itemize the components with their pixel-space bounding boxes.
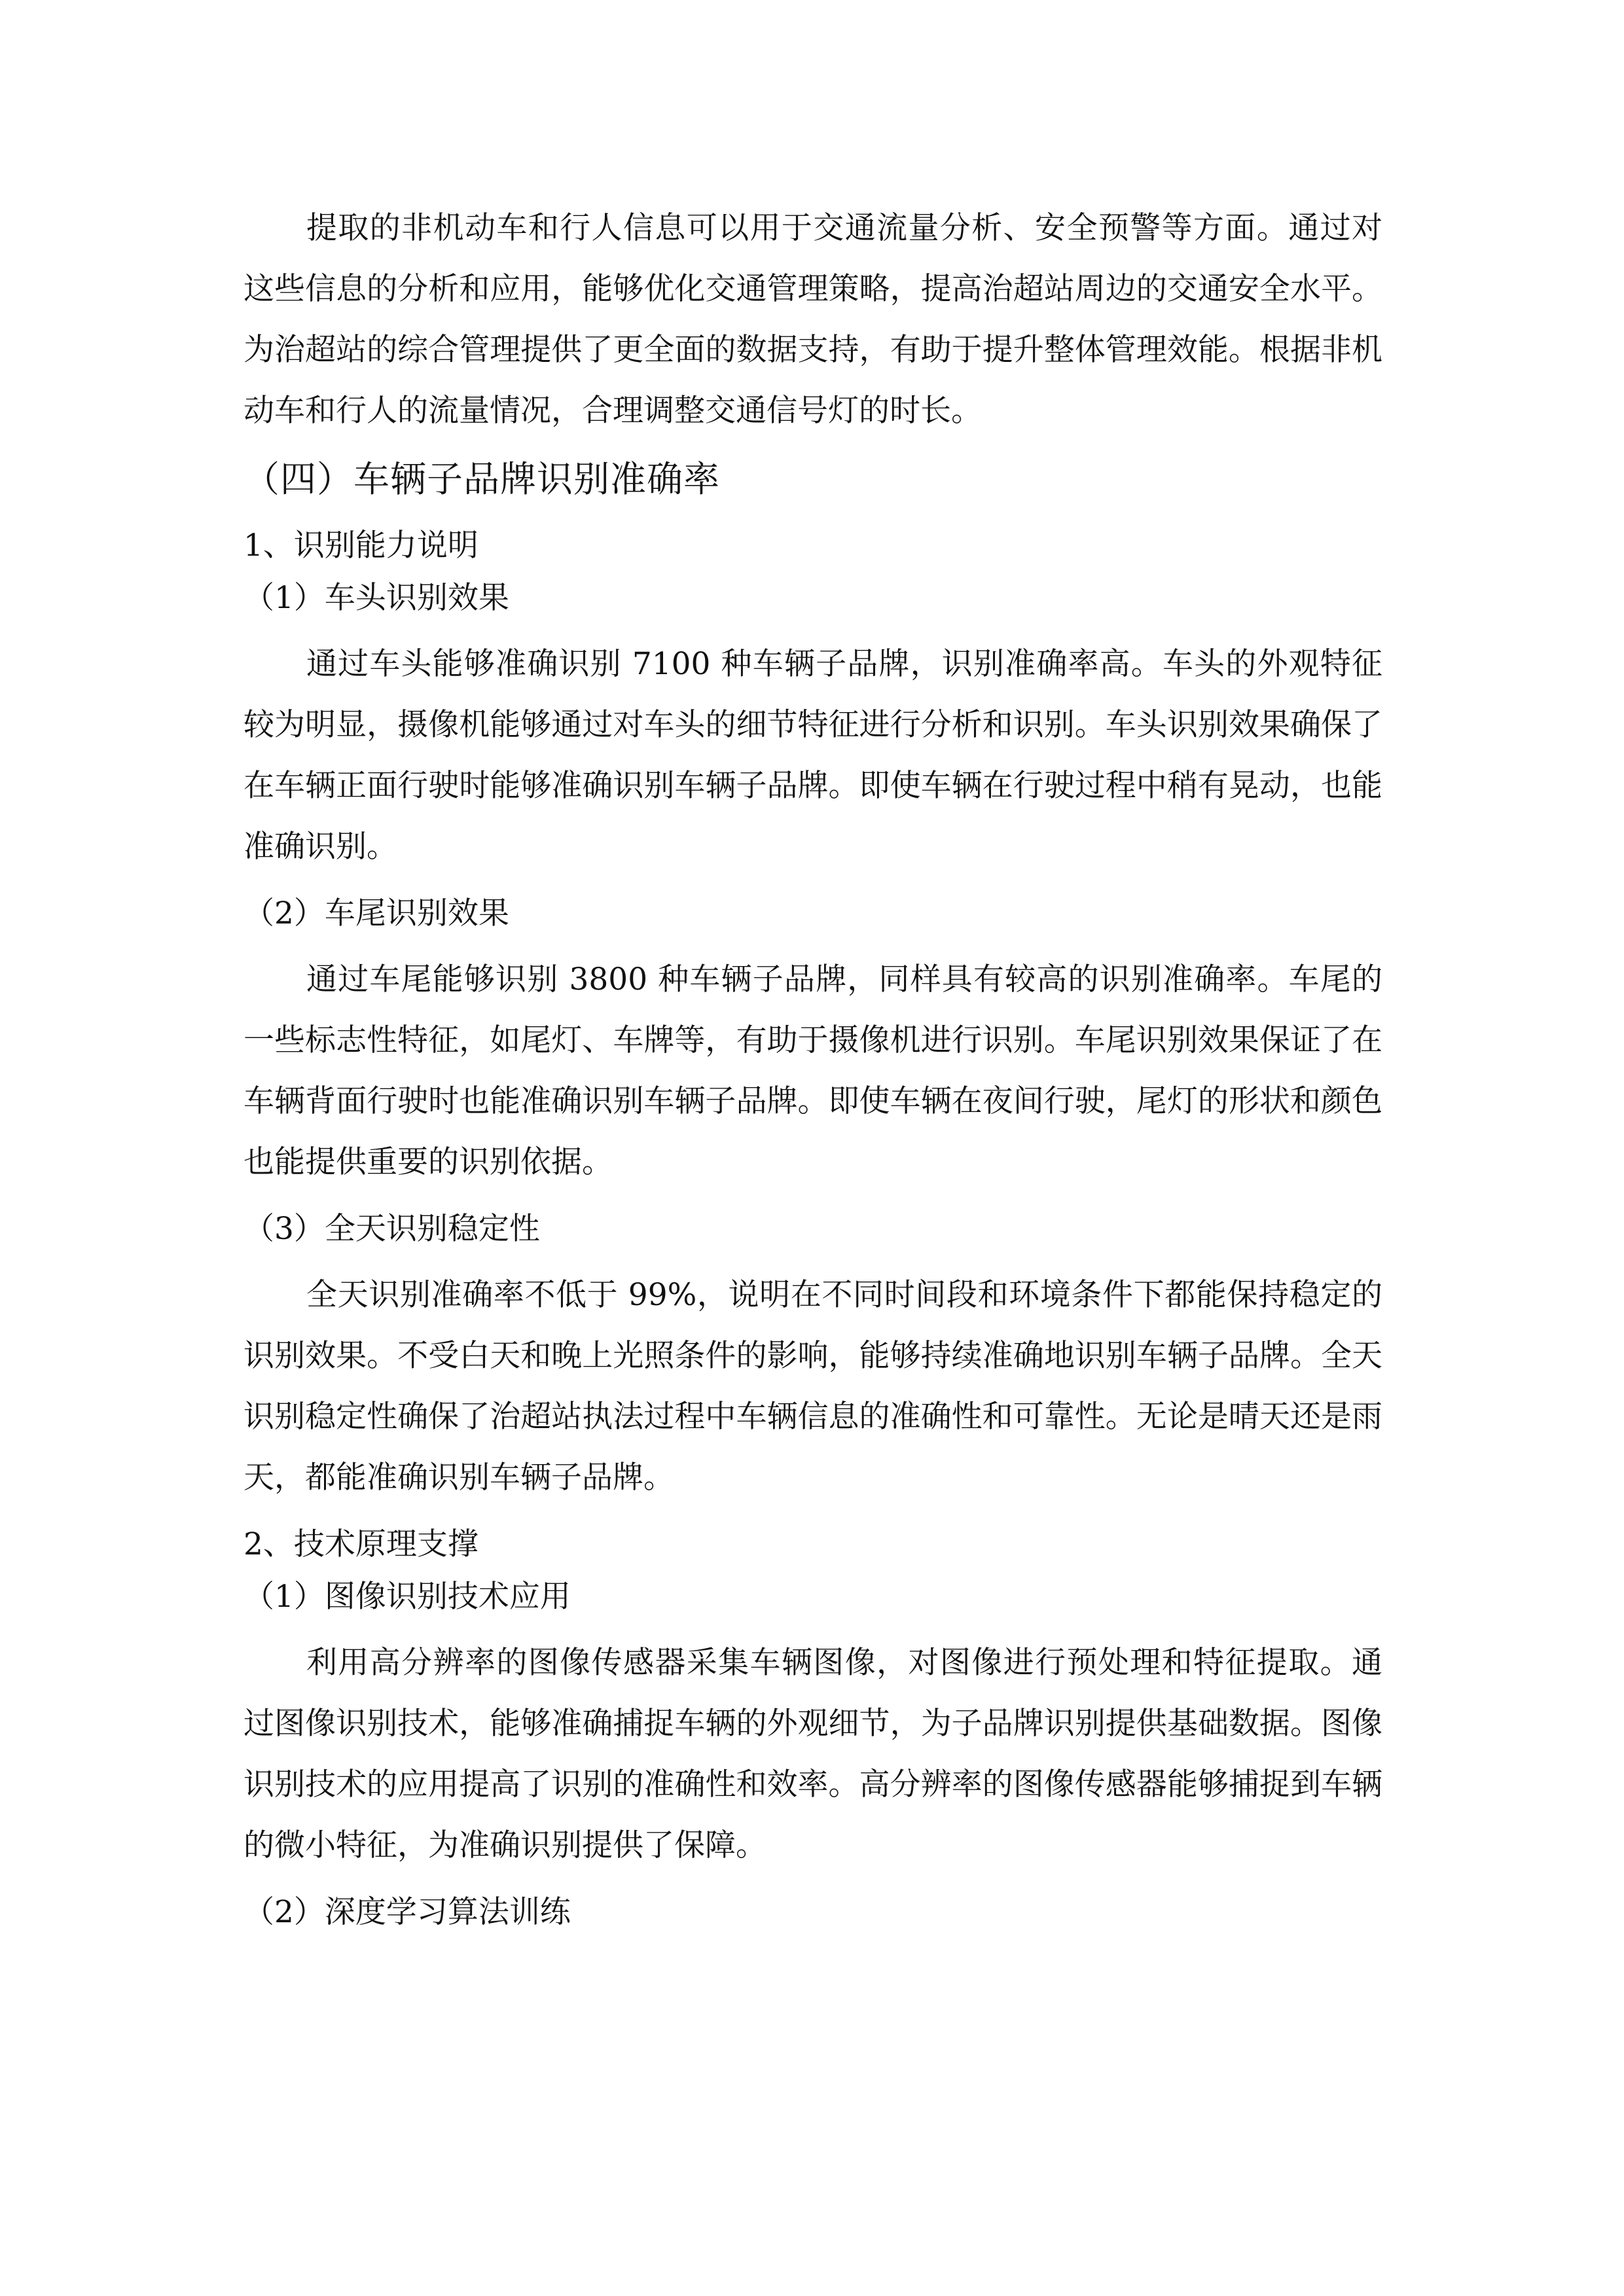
paragraph-rear-recognition: 通过车尾能够识别 3800 种车辆子品牌，同样具有较高的识别准确率。车尾的一些标志性特征，如尾灯、车牌等，有助于摄像机进行识别。车尾识别效果保证了在车辆背面行驶时也能准确识别车辆子品牌。即使车辆在夜间行驶，尾灯的形状和颜色也能提供重要的识别依据。	[244, 961, 1382, 1180]
section-title: （四）车辆子品牌识别准确率	[244, 458, 721, 500]
paragraph-allday-stability: 全天识别准确率不低于 99%，说明在不同时间段和环境条件下都能保持稳定的识别效果。不受白天和晚上光照条件的影响，能够持续准确地识别车辆子品牌。全天识别稳定性确保了治超站执法过程中车辆信息的准确性和可靠性。无论是晴天还是雨天，都能准确识别车辆子品牌。	[244, 1277, 1382, 1496]
subsection-heading-2: 2、技术原理支撑	[244, 1526, 478, 1562]
intro-paragraph: 提取的非机动车和行人信息可以用于交通流量分析、安全预警等方面。通过对这些信息的分析和应用，能够优化交通管理策略，提高治超站周边的交通安全水平。为治超站的综合管理提供了更全面的数据支持，有助于提升整体管理效能。根据非机动车和行人的流量情况，合理调整交通信号灯的时长。	[244, 210, 1382, 429]
paragraph-image-recognition: 利用高分辨率的图像传感器采集车辆图像，对图像进行预处理和特征提取。通过图像识别技术，能够准确捕捉车辆的外观细节，为子品牌识别提供基础数据。图像识别技术的应用提高了识别的准确性和效率。高分辨率的图像传感器能够捕捉到车辆的微小特征，为准确识别提供了保障。	[244, 1645, 1382, 1863]
item-heading-deep-learning: （2）深度学习算法训练	[244, 1894, 571, 1930]
paragraph-front-recognition: 通过车头能够准确识别 7100 种车辆子品牌，识别准确率高。车头的外观特征较为明显，摄像机能够通过对车头的细节特征进行分析和识别。车头识别效果确保了在车辆正面行驶时能够准确识别车辆子品牌。即使车辆在行驶过程中稍有晃动，也能准确识别。	[244, 646, 1382, 865]
item-heading-front: （1）车头识别效果	[244, 580, 509, 616]
item-heading-image-recognition: （1）图像识别技术应用	[244, 1579, 571, 1615]
item-heading-allday: （3）全天识别稳定性	[244, 1211, 540, 1247]
item-heading-rear: （2）车尾识别效果	[244, 895, 509, 931]
document-body	[244, 198, 1382, 1948]
subsection-heading-1: 1、识别能力说明	[244, 528, 478, 564]
